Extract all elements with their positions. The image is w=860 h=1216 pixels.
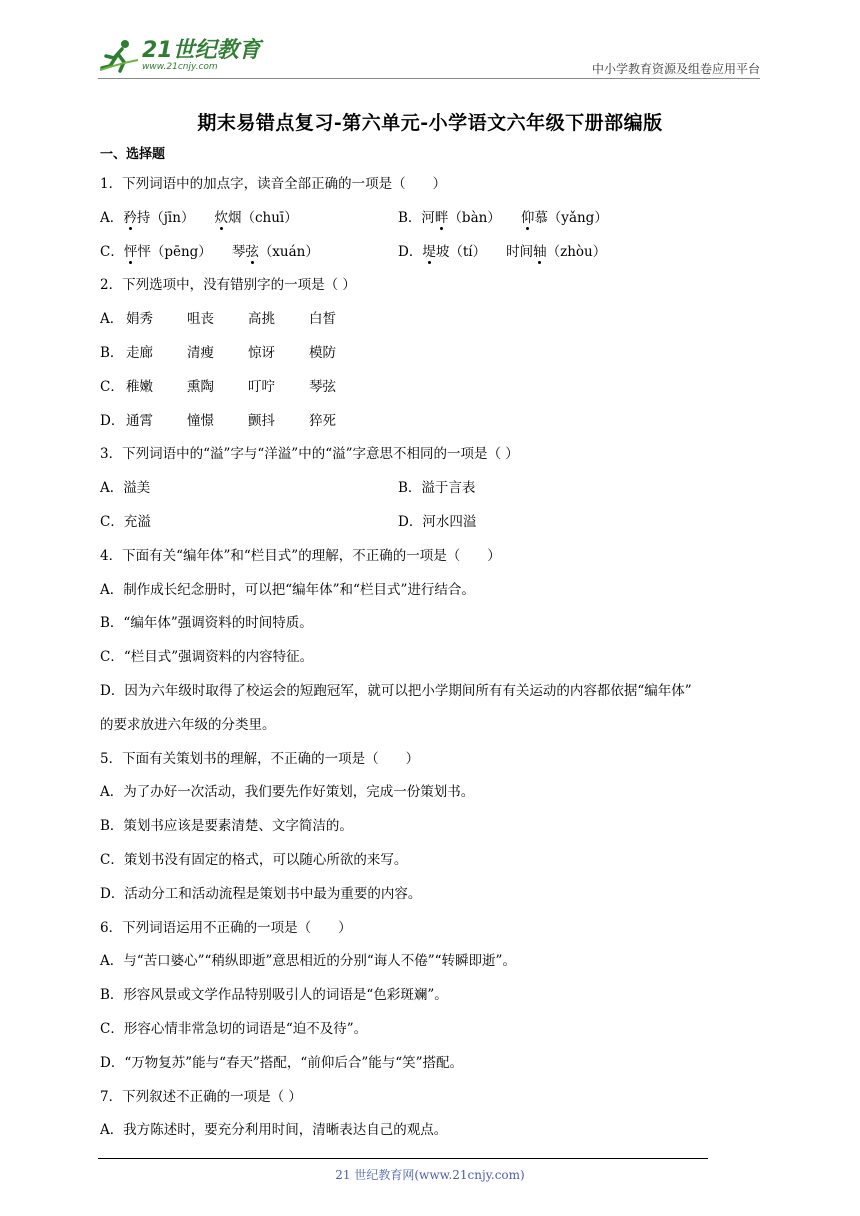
section-heading: 一、选择题	[100, 147, 166, 162]
logo-url-text: www.21cnjy.com	[142, 62, 218, 72]
footer-text: 21 世纪教育网(www.21cnjy.com)	[335, 1168, 525, 1182]
dotted-char: 畔	[434, 209, 449, 226]
dotted-char: 炊	[214, 209, 228, 226]
word: 叮咛	[248, 378, 275, 395]
q1-option-b	[398, 202, 696, 236]
q6-option-a: A．与“苦口婆心”“稍纵即逝”意思相近的分别“诲人不倦”“转瞬即逝”。	[100, 953, 516, 970]
option-label: A．	[100, 209, 124, 226]
dotted-char: 弦	[245, 243, 259, 260]
dotted-char: 怦	[123, 243, 138, 260]
option-label: C．	[100, 378, 124, 395]
footer-divider	[98, 1158, 708, 1159]
q2-option-a	[100, 303, 760, 337]
header-divider	[98, 78, 760, 79]
word: 通霄	[126, 412, 153, 429]
q1-option-d	[398, 236, 696, 270]
option-label: D．	[100, 412, 125, 429]
option-label: B．	[398, 209, 422, 226]
question-1-options-ab	[100, 202, 760, 236]
option-text: （zhòu）	[546, 243, 607, 260]
option-text: 琴	[231, 243, 246, 260]
question-5-stem: 5．下面有关策划书的理解，不正确的一项是（ ）	[100, 750, 420, 767]
word: 咀丧	[187, 311, 214, 328]
option-text: 怦（pēng）	[137, 243, 212, 260]
header-platform-text: 中小学教育资源及组卷应用平台	[591, 62, 760, 76]
option-text: 时间	[506, 243, 534, 260]
word: 稚嫩	[126, 378, 153, 395]
document-body	[100, 142, 760, 1148]
logo-main-text: 21世纪教育	[142, 38, 261, 63]
q3-option-d: D．河水四溢	[398, 513, 477, 530]
option-label: C．	[100, 243, 124, 260]
option-text: 河	[421, 209, 435, 226]
q3-option-a: A．溢美	[100, 480, 151, 497]
document-title: 期末易错点复习-第六单元-小学语文六年级下册部编版	[197, 112, 663, 134]
option-text: 烟（chuī）	[227, 209, 298, 226]
option-text: 持（jīn）	[136, 209, 195, 226]
word: 琴弦	[309, 378, 336, 395]
q4-option-d-line1: D．因为六年级时取得了校运会的短跑冠军，就可以把小学期间所有有关运动的内容都依据“编年体”	[100, 682, 692, 699]
q4-option-d-line2: 的要求放进六年级的分类里。	[100, 716, 276, 733]
option-text: 坡（tí）	[435, 243, 487, 260]
option-text: 慕（yǎng）	[534, 209, 608, 226]
page-header	[98, 38, 760, 78]
option-label: B．	[100, 344, 124, 361]
q4-option-b: B．“编年体”强调资料的时间特质。	[100, 615, 313, 632]
question-2-stem: 2．下列选项中，没有错别字的一项是（ ）	[100, 277, 356, 294]
dotted-char: 堤	[422, 243, 436, 260]
q1-option-c	[100, 236, 398, 270]
dotted-char: 轴	[533, 243, 547, 260]
question-1-options-cd	[100, 236, 760, 270]
option-text: （bàn）	[448, 209, 501, 226]
word: 模防	[309, 344, 336, 361]
word: 娟秀	[126, 311, 153, 328]
dotted-char: 仰	[520, 209, 535, 226]
q6-option-b: B．形容风景或文学作品特别吸引人的词语是“色彩斑斓”。	[100, 987, 448, 1004]
q3-option-c: C．充溢	[100, 513, 151, 530]
option-label: D．	[398, 243, 423, 260]
site-logo	[98, 38, 261, 74]
word: 清瘦	[187, 344, 214, 361]
option-text: （xuán）	[258, 243, 319, 260]
q5-option-a: A．为了办好一次活动，我们要先作好策划，完成一份策划书。	[100, 784, 475, 801]
q5-option-c: C．策划书没有固定的格式，可以随心所欲的来写。	[100, 851, 408, 868]
question-6-stem: 6．下列词语运用不正确的一项是（ ）	[100, 919, 352, 936]
word: 白皙	[309, 311, 336, 328]
runner-logo-icon	[98, 38, 140, 74]
question-3-options-cd	[100, 506, 760, 540]
question-1-stem: 1．下列词语中的加点字，读音全部正确的一项是（ ）	[100, 176, 447, 192]
word: 颤抖	[248, 412, 275, 429]
q1-option-a	[100, 202, 398, 236]
q5-option-b: B．策划书应该是要素清楚、文字简洁的。	[100, 818, 353, 835]
q6-option-d: D．“万物复苏”能与“春天”搭配，“前仰后合”能与“笑”搭配。	[100, 1054, 464, 1071]
q2-option-b	[100, 337, 760, 371]
q7-option-a: A．我方陈述时，要充分利用时间，清晰表达自己的观点。	[100, 1122, 448, 1139]
word: 惊讶	[248, 344, 275, 361]
q3-option-b: B．溢于言表	[398, 480, 476, 497]
q4-option-c: C．“栏目式”强调资料的内容特征。	[100, 649, 314, 666]
word: 高挑	[248, 311, 275, 328]
q5-option-d: D．活动分工和活动流程是策划书中最为重要的内容。	[100, 885, 422, 902]
question-4-stem: 4．下面有关“编年体”和“栏目式”的理解，不正确的一项是（ ）	[100, 547, 501, 564]
option-label: A．	[100, 311, 124, 328]
word: 憧憬	[187, 412, 214, 429]
q4-option-a: A．制作成长纪念册时，可以把“编年体”和“栏目式”进行结合。	[100, 581, 475, 598]
question-3-stem: 3．下列词语中的“溢”字与“洋溢”中的“溢”字意思不相同的一项是（ ）	[100, 446, 519, 463]
question-7-stem: 7．下列叙述不正确的一项是（ ）	[100, 1088, 302, 1105]
q6-option-c: C．形容心情非常急切的词语是“迫不及待”。	[100, 1020, 368, 1037]
question-3-options-ab	[100, 472, 760, 506]
word: 走廊	[126, 344, 153, 361]
word: 熏陶	[187, 378, 214, 395]
dotted-char: 矜	[123, 209, 137, 226]
q2-option-c	[100, 371, 760, 405]
q2-option-d	[100, 405, 760, 439]
word: 猝死	[309, 412, 336, 429]
